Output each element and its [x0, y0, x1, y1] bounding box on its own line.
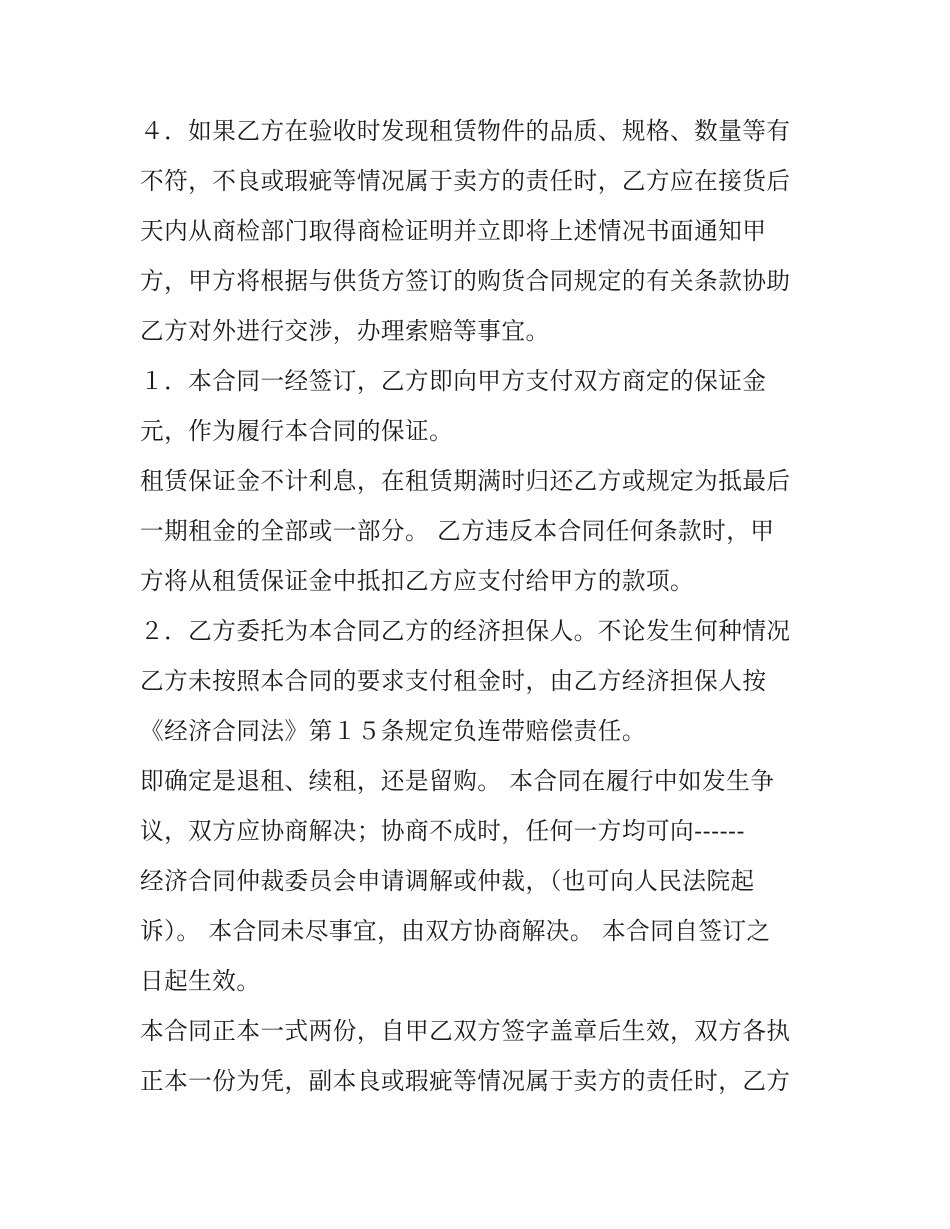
- text-line: 不符，不良或瑕疵等情况属于卖方的责任时，乙方应在接货后: [140, 167, 791, 195]
- text-line: 租赁保证金不计利息，在租赁期满时归还乙方或规定为抵最后: [140, 467, 791, 495]
- text-line: １．本合同一经签订，乙方即向甲方支付双方商定的保证金: [140, 367, 767, 395]
- text-line: 即确定是退租、续租，还是留购。 本合同在履行中如发生争: [140, 767, 775, 795]
- text-line: 乙方未按照本合同的要求支付租金时，由乙方经济担保人按: [140, 667, 767, 695]
- text-line: ２．乙方委托为本合同乙方的经济担保人。不论发生何种情况: [140, 617, 791, 645]
- text-line: 本合同正本一式两份，自甲乙双方签字盖章后生效，双方各执: [140, 1017, 791, 1045]
- text-line: 诉）。 本合同未尽事宜，由双方协商解决。 本合同自签订之: [140, 917, 771, 945]
- text-line: 正本一份为凭，副本良或瑕疵等情况属于卖方的责任时，乙方: [140, 1067, 791, 1095]
- text-line: 乙方对外进行交涉，办理索赔等事宜。: [140, 317, 550, 345]
- text-line: ４．如果乙方在验收时发现租赁物件的品质、规格、数量等有: [140, 117, 791, 145]
- text-line: 元，作为履行本合同的保证。: [140, 417, 454, 445]
- text-line: 天内从商检部门取得商检证明并立即将上述情况书面通知甲: [140, 217, 767, 245]
- text-line: 经济合同仲裁委员会申请调解或仲裁，（也可向人民法院起: [140, 867, 755, 895]
- text-line: 一期租金的全部或一部分。 乙方违反本合同任何条款时，甲: [140, 517, 775, 545]
- text-line: 方将从租赁保证金中抵扣乙方应支付给甲方的款项。: [140, 567, 695, 595]
- text-line: 日起生效。: [140, 967, 261, 995]
- text-line: 议，双方应协商解决；协商不成时，任何一方均可向------: [140, 817, 745, 845]
- text-line: 方，甲方将根据与供货方签订的购货合同规定的有关条款协助: [140, 267, 791, 295]
- text-line: 《经济合同法》第１５条规定负连带赔偿责任。: [140, 717, 646, 745]
